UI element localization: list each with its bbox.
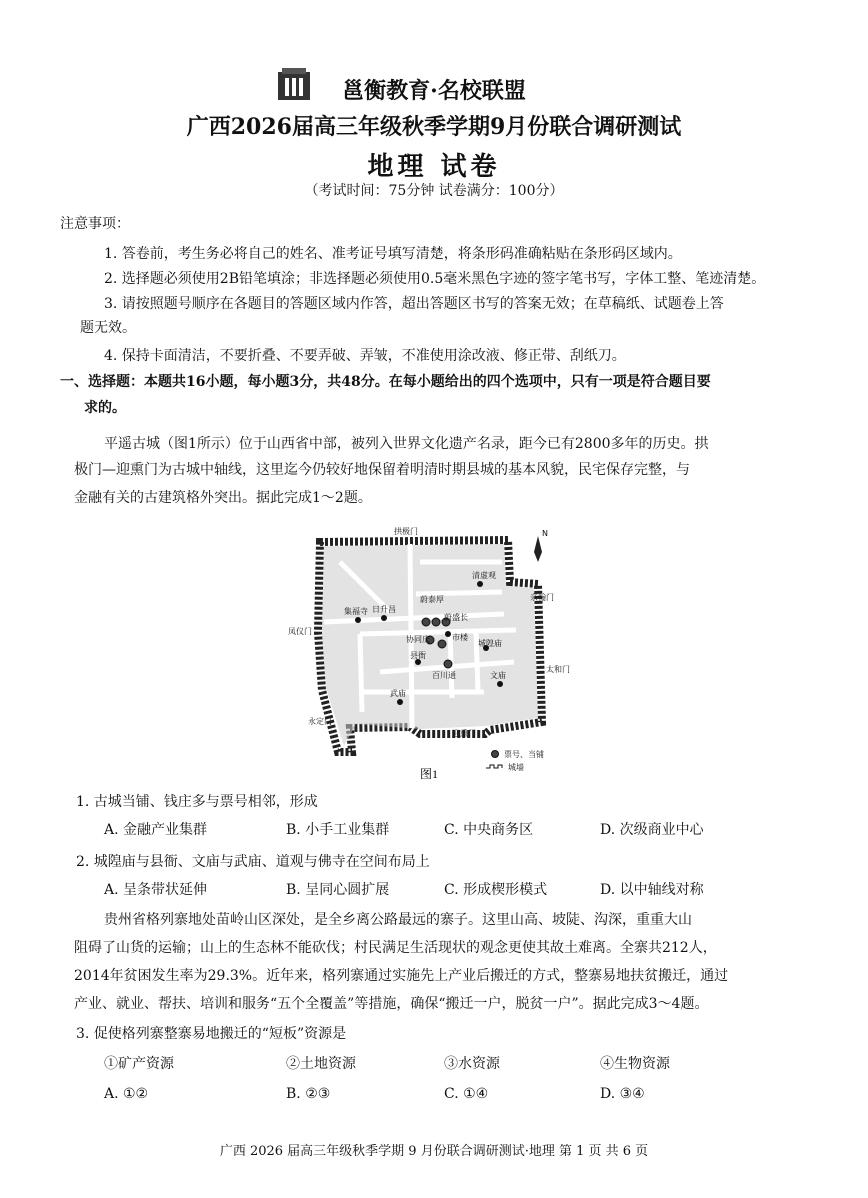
map-label: 清虚观 <box>472 571 496 580</box>
map-label: 协同庆 <box>406 635 430 644</box>
map-label: 百川通 <box>432 671 456 680</box>
passage-line: 金融有关的古建筑格外突出。据此完成1～2题。 <box>74 490 372 506</box>
resource-item: ①矿产资源 <box>104 1056 174 1072</box>
map-label: 县衙 <box>410 651 426 660</box>
question-stem: 1. 古城当铺、钱庄多与票号相邻，形成 <box>76 794 318 810</box>
map-label: 日升昌 <box>372 605 396 614</box>
option-d: D. 以中轴线对称 <box>600 882 704 898</box>
option-a: A. 呈条带状延伸 <box>104 882 208 898</box>
note-item: 1. 答卷前，考生务必将自己的姓名、准考证号填写清楚，将条形码准确粘贴在条形码区域内。 <box>104 246 682 262</box>
option-c: C. 中央商务区 <box>444 822 534 838</box>
exam-title: 广西2026届高三年级秋季学期9月份联合调研测试 <box>186 114 682 140</box>
resource-item: ③水资源 <box>444 1056 500 1072</box>
question-stem: 2. 城隍庙与县衙、文庙与武庙、道观与佛寺在空间布局上 <box>76 854 430 870</box>
svg-text:N: N <box>542 529 548 538</box>
exam-subject: 地理 试卷 <box>367 152 501 182</box>
section-heading: 一、选择题：本题共16小题，每小题3分，共48分。在每小题给出的四个选项中，只有一项是符合题目要 <box>60 374 711 390</box>
map-label: 亲翰门 <box>530 593 554 602</box>
option-a: A. 金融产业集群 <box>104 822 208 838</box>
passage-line: 阻碍了山货的运输；山上的生态林不能砍伐；村民满足生活现状的观念更使其故土难离。全寨共212人， <box>74 940 717 956</box>
passage-line: 2014年贫困发生率为29.3%。近年来，格列寨通过实施先上产业后搬迁的方式，整寨易地扶贫搬迁，通过 <box>74 968 729 984</box>
passage-line: 贵州省格列寨地处苗岭山区深处，是全乡离公路最远的寨子。这里山高、坡陡、沟深，重重大山 <box>104 912 692 928</box>
passage-line: 平遥古城（图1所示）位于山西省中部，被列入世界文化遗产名录，距今已有2800多年的历史。拱 <box>104 436 709 452</box>
map-label: 凤仪门 <box>288 627 312 636</box>
map-label: 蔚泰厚 <box>420 595 444 604</box>
legend-item: 城墙 <box>508 763 524 772</box>
note-item: 题无效。 <box>80 320 136 336</box>
exam-time-info: （考试时间：75分钟 试卷满分：100分） <box>304 183 564 199</box>
option-c: C. 形成楔形模式 <box>444 882 548 898</box>
brand-name: 邕衡教育·名校联盟 <box>342 78 526 104</box>
page-footer: 广西 2026 届高三年级秋季学期 9 月份联合调研测试·地理 第 1 页 共 6 页 <box>219 1144 649 1159</box>
option-a: A. ①② <box>104 1086 149 1102</box>
option-b: B. ②③ <box>286 1086 331 1102</box>
option-d: D. 次级商业中心 <box>600 822 704 838</box>
section-heading-cont: 求的。 <box>84 400 126 416</box>
notes-heading: 注意事项： <box>60 216 130 232</box>
map-label: 文庙 <box>490 671 506 680</box>
note-item: 4. 保持卡面清洁，不要折叠、不要弄破、弄皱，不准使用涂改液、修正带、刮纸刀。 <box>104 348 626 364</box>
resource-item: ②土地资源 <box>286 1056 356 1072</box>
question-stem: 3. 促使格列寨整寨易地搬迁的“短板”资源是 <box>76 1026 347 1042</box>
option-b: B. 呈同心圆扩展 <box>286 882 390 898</box>
legend-item: 票号、当铺 <box>504 750 544 759</box>
figure-caption: 图1 <box>420 767 439 781</box>
passage-line: 极门—迎熏门为古城中轴线，这里迄今仍较好地保留着明清时期县城的基本风貌，民宅保存完整，与 <box>74 462 690 478</box>
pingyao-map <box>280 522 600 784</box>
map-label: 永定门 <box>308 717 332 726</box>
map-label: 太和门 <box>546 665 570 674</box>
map-label: 蔚盛长 <box>444 613 468 622</box>
map-label: 市楼 <box>452 633 468 642</box>
map-label: 武庙 <box>390 689 406 698</box>
map-label: 拱极门 <box>394 527 418 536</box>
map-label: 城隍庙 <box>478 639 502 648</box>
passage-line: 产业、就业、帮扶、培训和服务“五个全覆盖”等措施，确保“搬迁一户，脱贫一户”。据此完成3～4题。 <box>74 996 709 1012</box>
note-item: 3. 请按照题号顺序在各题目的答题区域内作答，超出答题区书写的答案无效；在草稿纸、试题卷上答 <box>104 296 724 312</box>
resource-item: ④生物资源 <box>600 1056 670 1072</box>
option-d: D. ③④ <box>600 1086 645 1102</box>
note-item: 2. 选择题必须使用2B铅笔填涂；非选择题必须使用0.5毫米黑色字迹的签字笔书写，字体工整、笔迹清楚。 <box>104 271 766 287</box>
map-label: 迎熏门 <box>452 729 476 738</box>
option-c: C. ①④ <box>444 1086 489 1102</box>
map-label: 集福寺 <box>344 607 368 616</box>
north-arrow-icon <box>534 529 548 562</box>
option-b: B. 小手工业集群 <box>286 822 390 838</box>
